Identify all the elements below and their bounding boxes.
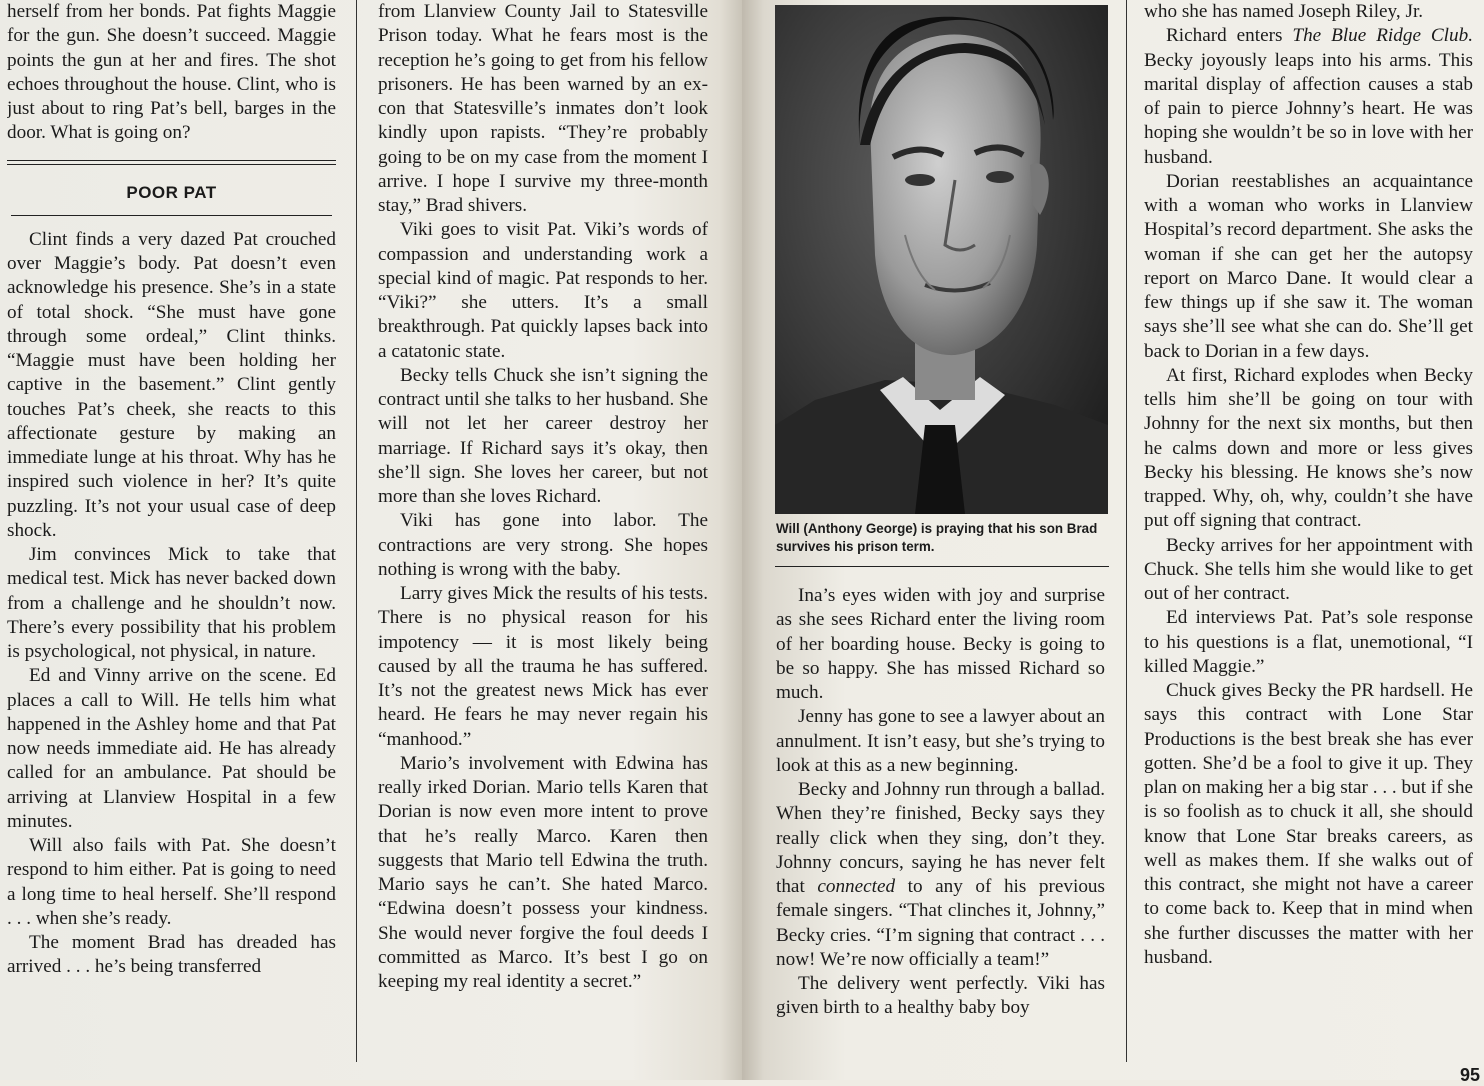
double-rule-divider (7, 160, 336, 165)
column-4 (1144, 0, 1473, 1080)
col4-paragraph (1144, 24, 1473, 170)
col3-p3-end: to any of his previous female singers. “That clinches it, Johnny,” Becky cries. “I’m signing that contract . . . now! We’re now officially a team!” (776, 876, 1105, 970)
col3-paragraph: The delivery went perfectly. Viki has given birth to a healthy baby boy (776, 973, 1105, 1019)
col4-paragraph: Chuck gives Becky the PR hardsell. He says this contract with Lone Star Productions is the best break she has ever gotten. She’d be a fool to give it up. They plan on making her a big star . . . but if she is so foolish as to chuck it all, she should know that Lone Star breaks careers, as well as makes them. If she walks out of this contract, she might not have a career to come back to. Keep that in mind when she further discusses the matter with her husband. (1144, 680, 1473, 968)
col2-paragraph: Larry gives Mick the results of his tests. There is no physical reason for his impotency — it is most likely being caused by all the trauma he has suffered. It’s not the greatest news Mick has ever heard. He fears he may never regain his “manhood.” (378, 583, 708, 750)
column-rule (1126, 0, 1127, 1062)
col4-p1-end: Becky joyously leaps into his arms. This marital display of affection causes a stab of pain to pierce Johnny’s heart. He was hoping she wouldn’t be so in love with her husband. (1144, 49, 1473, 168)
photo-caption: Will (Anthony George) is praying that his son Brad survives his prison term. (776, 521, 1098, 554)
col3-paragraph: Jenny has gone to see a lawyer about an annulment. It isn’t easy, but she’s trying to look at this as a new beginning. (776, 706, 1105, 776)
col3-paragraph: Ina’s eyes widen with joy and surprise as she sees Richard enter the living room of her boarding house. Becky is going to be so happy. She has missed Richard so much. (776, 585, 1105, 703)
section-heading: POOR PAT (126, 182, 217, 202)
col1-paragraph: Will also fails with Pat. She doesn’t respond to him either. Pat is going to need a long time to heal herself. She’ll respond . . . when she’s ready. (7, 835, 336, 929)
col4-paragraph: Ed interviews Pat. Pat’s sole response to his questions is a flat, unemotional, “I killed Maggie.” (1144, 607, 1473, 677)
portrait-photo (775, 5, 1108, 514)
col4-paragraph: At first, Richard explodes when Becky tells him she’ll be going on tour with Johnny for the next six months, but then he calms down and more or less gives Becky his blessing. He knows she’s now trapped. Why, oh, why, couldn’t she have put off signing that contract. (1144, 364, 1473, 532)
page-number: 95 (1459, 1065, 1480, 1085)
column-rule (356, 0, 357, 1062)
col4-p1-emphasis: The Blue Ridge Club. (1292, 25, 1473, 47)
col2-paragraph: Viki has gone into labor. The contractions are very strong. She hopes nothing is wrong with the baby. (378, 510, 708, 580)
col1-paragraph: Jim convinces Mick to take that medical test. Mick has never backed down from a challenge and he shouldn’t now. There’s every possibility that his problem is psychological, not physical, in nature. (7, 544, 336, 662)
col3-p3-start: Becky and Johnny run through a ballad. When they’re finished, Becky says they really click when they sing, don’t they. Johnny concurs, saying he has never felt that (776, 779, 1105, 897)
col4-paragraph: Dorian reestablishes an acquaintance with a woman who works in Llanview Hospital’s record department. She asks the woman if she can get her the autopsy report on Marco Dane. It would clear a few things up if she saw it. The woman says she’ll see what she can do. She’ll get back to Dorian in a few days. (1144, 170, 1473, 362)
column-3 (776, 584, 1105, 1080)
single-rule-divider (11, 215, 332, 216)
column-2 (378, 0, 708, 1080)
col1-intro: herself from her bonds. Pat fights Maggie for the gun. She doesn’t succeed. Maggie points the gun at her and fires. The shot echoes throughout the house. Clint, who is just about to ring Pat’s bell, barges in the door. What is going on? (7, 1, 336, 144)
col2-paragraph: Viki goes to visit Pat. Viki’s words of compassion and understanding work a special kind of magic. Pat responds to her. “Viki?” she utters. It’s a small breakthrough. Pat quickly lapses back into a catatonic state. (378, 219, 708, 362)
col4-paragraph: Becky arrives for her appointment with Chuck. She tells him she would like to get out of her contract. (1144, 534, 1473, 604)
col2-paragraph: Mario’s involvement with Edwina has really irked Dorian. Mario tells Karen that Dorian is now even more intent to prove that he’s really Marco. Karen then suggests that Mario tell Edwina the truth. Mario says he can’t. She hated Marco. “Edwina doesn’t possess your kindness. She would never forgive the foul deeds I committed as Marco. It’s best I go on keeping my real identity a secret.” (378, 752, 708, 992)
col4-p1-start: Richard enters (1166, 25, 1293, 47)
col4-intro: who she has named Joseph Riley, Jr. (1144, 1, 1424, 22)
caption-rule (775, 566, 1109, 567)
col3-paragraph (776, 778, 1105, 972)
col2-paragraph: from Llanview County Jail to Statesville Prison today. What he fears most is the reception he’s going to get from his fellow prisoners. He has been warned by an ex-con that Statesville’s inmates don’t look kindly upon rapists. “They’re probably going to be on my case from the moment I arrive. I hope I survive my three-month stay,” Brad shivers. (378, 1, 708, 216)
section-heading-block (7, 160, 336, 216)
col1-paragraph: Clint finds a very dazed Pat crouched over Maggie’s body. Pat doesn’t even acknowledge his presence. She’s in a state of total shock. “She must have gone through some ordeal,” Clint thinks. “Maggie must have been holding her captive in the basement.” Clint gently touches Pat’s cheek, she reacts to this affectionate gesture by making an immediate lunge at his throat. Why has he inspired such violence in her? It’s quite puzzling. It’s not your usual case of deep shock. (7, 228, 336, 541)
column-1 (7, 0, 336, 1080)
col1-paragraph: Ed and Vinny arrive on the scene. Ed places a call to Will. He tells him what happened in the Ashley home and that Pat now needs immediate aid. He has already called for an ambulance. Pat should be arriving at Llanview Hospital in a few minutes. (7, 665, 336, 832)
col1-paragraph: The moment Brad has dreaded has arrived . . . he’s being transferred (7, 932, 336, 978)
col3-p3-emphasis: connected (817, 876, 896, 897)
col2-paragraph: Becky tells Chuck she isn’t signing the contract until she talks to her husband. She will not let her career destroy her marriage. If Richard says it’s okay, then she’ll sign. She loves her career, but not more than she loves Richard. (378, 364, 708, 507)
